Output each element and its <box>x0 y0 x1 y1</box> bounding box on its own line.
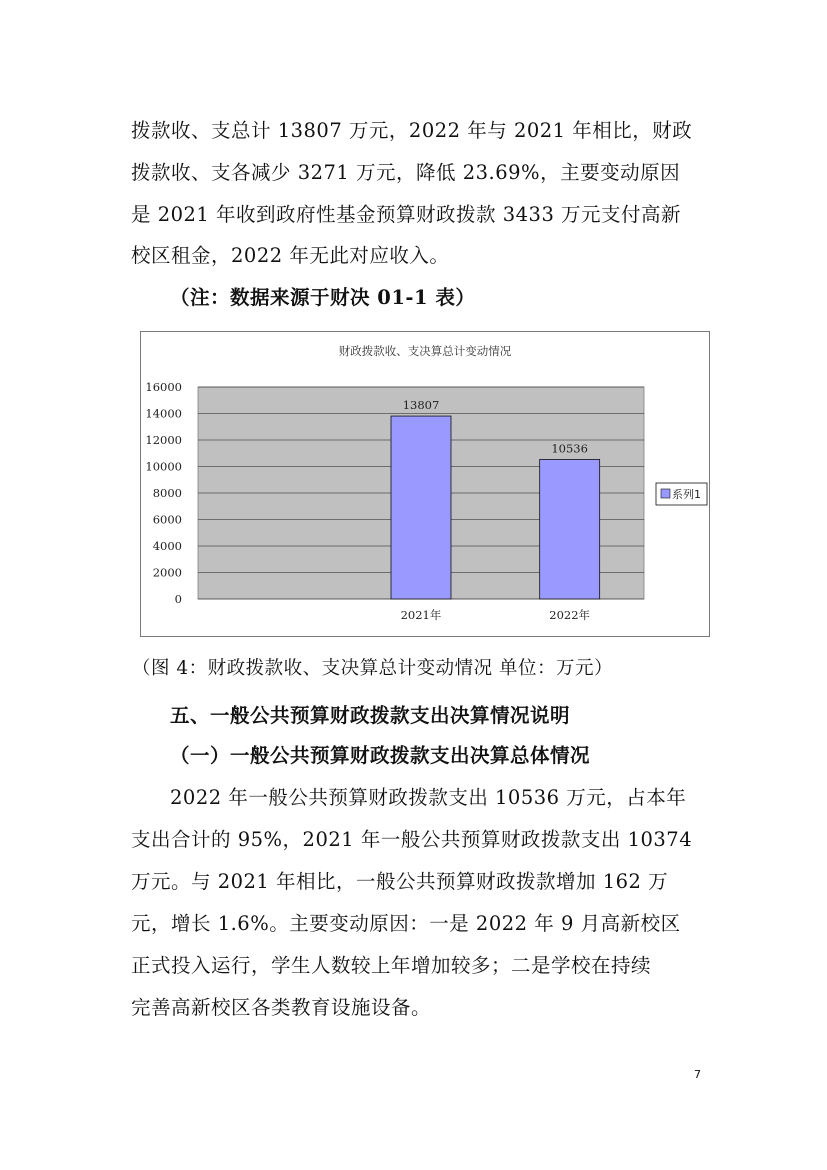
paragraph1-line-2: 拨款收、支各减少 3271 万元，降低 23.69%，主要变动原因 <box>131 161 681 184</box>
legend-label: 系列1 <box>672 488 701 501</box>
bar-chart <box>140 331 710 637</box>
data-label: 13807 <box>402 398 440 413</box>
paragraph2-line-4: 元，增长 1.6%。主要变动原因：一是 2022 年 9 月高新校区 <box>131 912 681 935</box>
paragraph2-line-1: 2022 年一般公共预算财政拨款支出 10536 万元，占本年 <box>170 786 687 809</box>
y-tick-label: 14000 <box>145 406 182 421</box>
bar-2022年 <box>540 459 600 599</box>
paragraph1-line-4: 校区租金，2022 年无此对应收入。 <box>131 244 450 267</box>
bar-2021年 <box>391 416 451 599</box>
x-tick-label: 2022年 <box>549 608 591 622</box>
paragraph1-line-3: 是 2021 年收到政府性基金预算财政拨款 3433 万元支付高新 <box>131 203 682 226</box>
paragraph2-line-5: 正式投入运行，学生人数较上年增加较多；二是学校在持续 <box>131 954 652 977</box>
paragraph2-line-6: 完善高新校区各类教育设施设备。 <box>131 996 432 1019</box>
y-tick-label: 8000 <box>152 486 182 500</box>
paragraph1-line-1: 拨款收、支总计 13807 万元，2022 年与 2021 年相比，财政 <box>131 119 693 142</box>
legend-swatch <box>661 489 670 498</box>
x-tick-label: 2021年 <box>400 608 442 622</box>
y-tick-label: 12000 <box>145 433 182 447</box>
y-tick-label: 2000 <box>152 565 182 580</box>
source-note: （注：数据来源于财决 01-1 表） <box>170 286 476 309</box>
subsection-heading: （一）一般公共预算财政拨款支出决算总体情况 <box>170 744 591 767</box>
paragraph2-line-3: 万元。与 2021 年相比，一般公共预算财政拨款增加 162 万 <box>131 870 669 893</box>
y-tick-label: 10000 <box>145 459 182 474</box>
data-label: 10536 <box>551 441 588 456</box>
page-number: 7 <box>694 1068 701 1081</box>
chart-svg <box>141 332 709 636</box>
y-tick-label: 4000 <box>152 539 182 553</box>
chart-title: 财政拨款收、支决算总计变动情况 <box>338 344 512 358</box>
figure-caption: （图 4：财政拨款收、支决算总计变动情况 单位：万元） <box>132 658 614 679</box>
y-tick-label: 6000 <box>152 512 182 527</box>
y-tick-label: 0 <box>174 592 182 606</box>
y-tick-label: 16000 <box>145 380 182 394</box>
paragraph2-line-2: 支出合计的 95%，2021 年一般公共预算财政拨款支出 10374 <box>131 828 693 851</box>
section-heading: 五、一般公共预算财政拨款支出决算情况说明 <box>170 704 571 727</box>
